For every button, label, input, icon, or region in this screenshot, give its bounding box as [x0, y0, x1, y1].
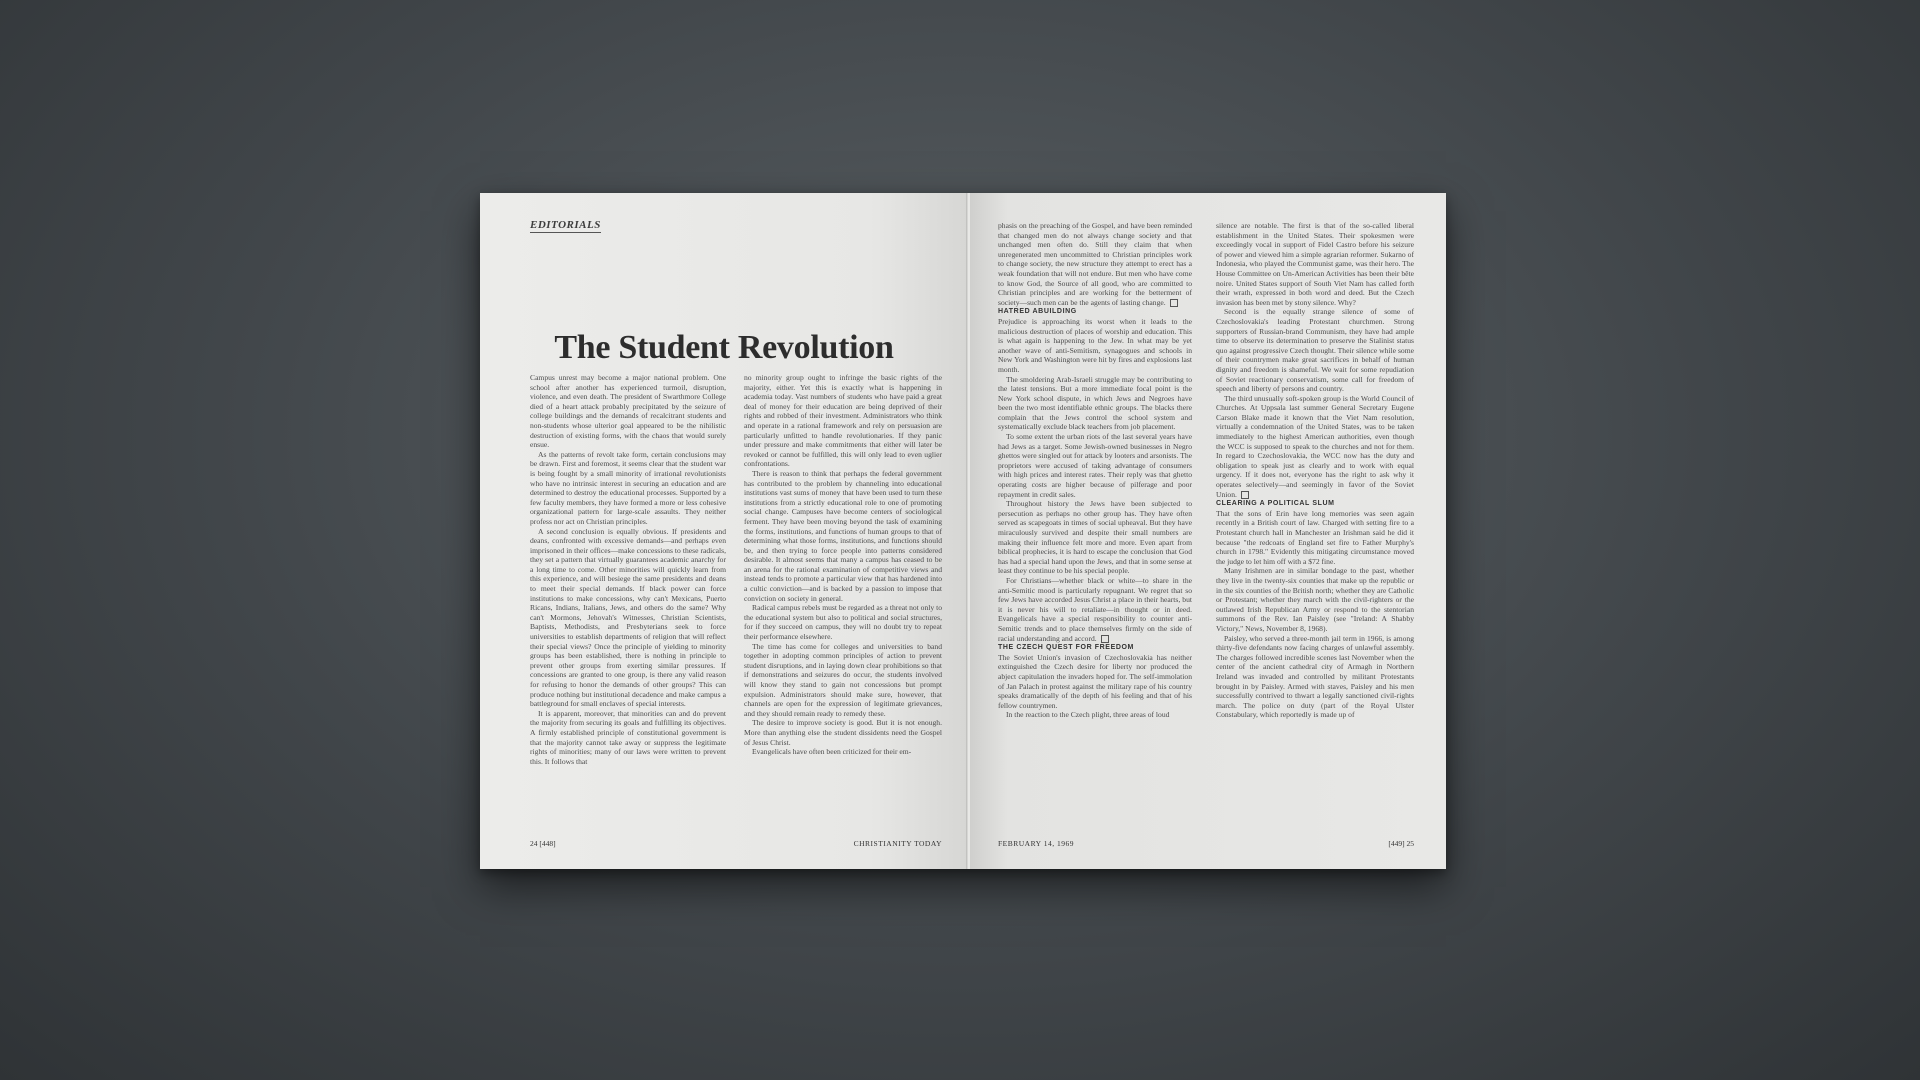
- paragraph: Campus unrest may become a major national problem. One school after another has experienced turmoil, disruption, violence, and even death. The president of Swarthmore College died of a heart attack probably precipitated by the seizure of college buildings and the demands of recalcitrant students and non-students whose ulterior goal appeared to be the nihilistic destruction of existing forms, with the chaos that would surely ensue.: [530, 373, 726, 450]
- paragraph: The Soviet Union's invasion of Czechoslovakia has neither extinguished the Czech desire for liberty nor produced the abject capitulation the invaders hoped for. The self-immolation of Jan Palach in protest against the military rape of his country speaks dramatically of the depth of his feeling and that of his fellow countrymen.: [998, 652, 1192, 710]
- end-mark-icon: [1170, 299, 1178, 307]
- paragraph: phasis on the preaching of the Gospel, and have been reminded that changed men do not always change society and that unchanged men often do. Still they claim that when unregenerated men uncommitted to Christian principles work to change society, the new structure they attempt to erect has a weak foundation that will not endure. But men who have come to know God, the Source of all good, who are committed to Christian principles and are working for the betterment of society—such men can be the agents of lasting change.: [998, 221, 1192, 307]
- paragraph: The smoldering Arab-Israeli struggle may be contributing to the latest tensions. But a more immediate focal point is the New York school dispute, in which Jews and Negroes have been the two most identifiable ethnic groups. The blacks there complain that the Jews control the school system and systematically exclude black teachers from job placement.: [998, 374, 1192, 432]
- paragraph: The third unusually soft-spoken group is the World Council of Churches. At Uppsala last summer General Secretary Eugene Carson Blake made it known that the Viet Nam resolution, virtually a condemnation of the United States, was to be taken immediately to the highest American authorities, even though the WCC is supposed to speak to the churches and not for them. In regard to Czechoslovakia, the WCC now has the duty and obligation to speak just as clearly and to work with equal urgency. If it does not, everyone has the right to ask why it operates selectively—and seemingly in favor of the Soviet Union.: [1216, 393, 1414, 499]
- paragraph: A second conclusion is equally obvious. If presidents and deans, confronted with excessive demands—and perhaps even imprisoned in their offices—make concessions to these radicals, they set a pattern that virtually guarantees academic anarchy for a long time to come. Other minorities will quickly learn from this experience, and will besiege the same presidents and deans to meet their special demands. If black power can force institutions to make concessions, why can't Mexicans, Puerto Ricans, Indians, Italians, Jews, and others do the same? Why can't Mormons, Jehovah's Witnesses, Christian Scientists, Baptists, Methodists, and Presbyterians seek to force universities to establish departments of religion that will reflect their special views? Once the principle of yielding to minority groups has been established, there is nothing in principle to prevent other groups from exerting similar pressures. If concessions are granted to one group, is there any valid reason for refusing to honor the demands of other groups? This can produce nothing but institutional decadence and make campus a battleground for small enclaves of special interests.: [530, 526, 726, 709]
- paragraph: It is apparent, moreover, that minorities can and do prevent the majority from securing its goals and fulfilling its objectives. A firmly established principle of constitutional government is that the majority cannot take away or suppress the legitimate rights of minorities; many of our laws were written to prevent this. It follows that: [530, 708, 726, 766]
- issue-date: FEBRUARY 14, 1969: [998, 839, 1074, 848]
- section-heading: EDITORIALS: [530, 219, 601, 231]
- paragraph: To some extent the urban riots of the last several years have had Jews as a target. Some Jewish-owned businesses in Negro ghettos were singled out for attack by looters and arsonists. The proprietors were accused of taking advantage of consumers with high prices and interest rates. Their reply was that ghetto operating costs are higher because of pilferage and poor repayment in credit sales.: [998, 432, 1192, 499]
- page-number-right: [449] 25: [1388, 839, 1414, 848]
- subhead-czech: THE CZECH QUEST FOR FREEDOM: [998, 644, 1134, 652]
- paragraph: no minority group ought to infringe the basic rights of the majority, either. Yet this is exactly what is happening in academia today. Vast numbers of students who have paid a great deal of money for their education are being deprived of their rights and robbed of their investment. Administrators who think and operate in a rational framework and rely on persuasion are particularly unfitted to handle revolutionaries. If they panic under pressure and make commitments that either will later be revoked or cannot be fulfilled, this will only lead to even uglier confrontations.: [744, 373, 942, 469]
- paragraph: Throughout history the Jews have been subjected to persecution as perhaps no other group has. They have often served as scapegoats in times of social upheaval. But they have miraculously survived and despite their small numbers are making their influence felt more and more. Even apart from biblical prophecies, it is hard to escape the conclusion that God has had a special hand upon the Jews, and that in some sense at least they continue to be his special people.: [998, 499, 1192, 576]
- left-page: [480, 193, 968, 869]
- right-column-2: [1216, 221, 1414, 841]
- paragraph: As the patterns of revolt take form, certain conclusions may be drawn. First and foremost, it seems clear that the student war is being fought by a small minority of irrational revolutionists who have no intrinsic interest in securing an education and are determined to destroy the educational processes. Supported by a few faculty members, they have formed a more or less cohesive organizational pattern for large-scale assaults. They neither profess nor act on Christian principles.: [530, 449, 726, 526]
- left-column-1: [530, 373, 726, 828]
- paragraph: Paisley, who served a three-month jail term in 1966, is among thirty-five defendants now facing charges of unlawful assembly. The charges followed incredible scenes last November when the center of the ancient cathedral city of Armagh in Northern Ireland was invaded and controlled by militant Protestants brought in by Paisley. Armed with staves, Paisley and his men successfully contrived to thwart a legally sanctioned civil-rights march. The police on duty (part of the Royal Ulster Constabulary, which reportedly is made up of: [1216, 633, 1414, 720]
- paragraph: Second is the equally strange silence of some of Czechoslovakia's leading Protestant churchmen. Strong supporters of Russian-brand Communism, they have had ample time to observe its determination to preserve the Stalinist status quo against progressive Czech thought. Their silence while some of their countrymen make great sacrifices in behalf of human dignity and freedom is shameful. We wait for some repudiation of Soviet reactionary conservatism, some call for freedom of speech and liberty of persons and country.: [1216, 307, 1414, 394]
- paragraph: For Christians—whether black or white—to share in the anti-Semitic mood is particularly repugnant. We regret that so few Jews have accorded Jesus Christ a place in their hearts, but it is never his will to retaliate—in thought or in deed. Evangelicals have a special responsibility to counter anti-Semitic trends and to place themselves firmly on the side of racial understanding and accord.: [998, 575, 1192, 643]
- paragraph: Many Irishmen are in similar bondage to the past, whether they live in the twenty-six counties that make up the republic or in the six counties of the British north; whether they are Catholic or Protestant; whether they march with the civil-righters or the outlawed Irish Republican Army or respond to the stentorian summons of the Rev. Ian Paisley (see "Ireland: A Shabby Victory," News, November 8, 1968).: [1216, 566, 1414, 633]
- magazine-spread: [480, 193, 1446, 869]
- paragraph: silence are notable. The first is that of the so-called liberal establishment in the United States. Their spokesmen were exceedingly vocal in support of Fidel Castro before his seizure of power and viewed him a simple agrarian reformer. Sukarno of Indonesia, who played the Communist game, was their hero. The House Committee on Un-American Activities has been their bête noire. United States support of South Viet Nam has called forth their wrath, expressed in both word and deed. But the Czech invasion has been met by stony silence. Why?: [1216, 221, 1414, 307]
- paragraph: Radical campus rebels must be regarded as a threat not only to the educational system but also to political and social structures, for if they succeed on campus, they will no doubt try to repeat their performance elsewhere.: [744, 603, 942, 642]
- magazine-name: CHRISTIANITY TODAY: [853, 839, 942, 848]
- right-column-1: [998, 221, 1192, 841]
- paragraph: That the sons of Erin have long memories was seen again recently in a British court of law. Charged with setting fire to a Protestant church hall in Manchester an Irishman said he did it because "the redcoats of England set fire to Father Murphy's church in 1798." Evidently this mitigating circumstance moved the judge to let him off with a $72 fine.: [1216, 508, 1414, 566]
- subhead-hatred: HATRED ABUILDING: [998, 308, 1077, 316]
- paragraph: There is reason to think that perhaps the federal government has contributed to the problem by channeling into educational institutions vast sums of money that have been used to turn these institutions from a strictly educational role to one of promoting social change. Campuses have become centers of sociological ferment. They have been moving beyond the task of examining the forms, institutions, and functions of human groups to that of determining what those forms, institutions, and functions should be, and then trying to force people into patterns considered desirable. It almost seems that many a campus has ceased to be an arena for the rational examination of competitive views and instead tends to promote a particular view that has hardened into a cultic conviction—and is backed by a passion to impose that conviction on society in general.: [744, 468, 942, 603]
- end-mark-icon: [1241, 491, 1249, 499]
- paragraph: The desire to improve society is good. But it is not enough. More than anything else the student dissidents need the Gospel of Jesus Christ.: [744, 718, 942, 747]
- paragraph: In the reaction to the Czech plight, three areas of loud: [1006, 710, 1170, 720]
- page-number-left: 24 [448]: [530, 839, 556, 848]
- left-column-2: [744, 373, 942, 828]
- paragraph: Evangelicals have often been criticized for their em-: [752, 747, 912, 757]
- right-page: [970, 193, 1446, 869]
- subhead-slum: CLEARING A POLITICAL SLUM: [1216, 500, 1335, 508]
- end-mark-icon: [1101, 635, 1109, 643]
- article-title: The Student Revolution: [554, 329, 894, 366]
- paragraph: The time has come for colleges and universities to band together in adopting common principles of action to prevent student disruptions, and in laying down clear prohibitions so that if demonstrations and seizures do occur, the students involved will know they stand to gain not concessions but prompt expulsion. Administrators should make sure, however, that channels are open for the expression of legitimate grievances, and they should remain ready to remedy these.: [744, 641, 942, 718]
- paragraph: Prejudice is approaching its worst when it leads to the malicious destruction of places of worship and education. This is what again is happening to the Jew. In what may be yet another wave of anti-Semitism, synagogues and schools in New York and Washington were hit by fires and explosions last month.: [998, 316, 1192, 374]
